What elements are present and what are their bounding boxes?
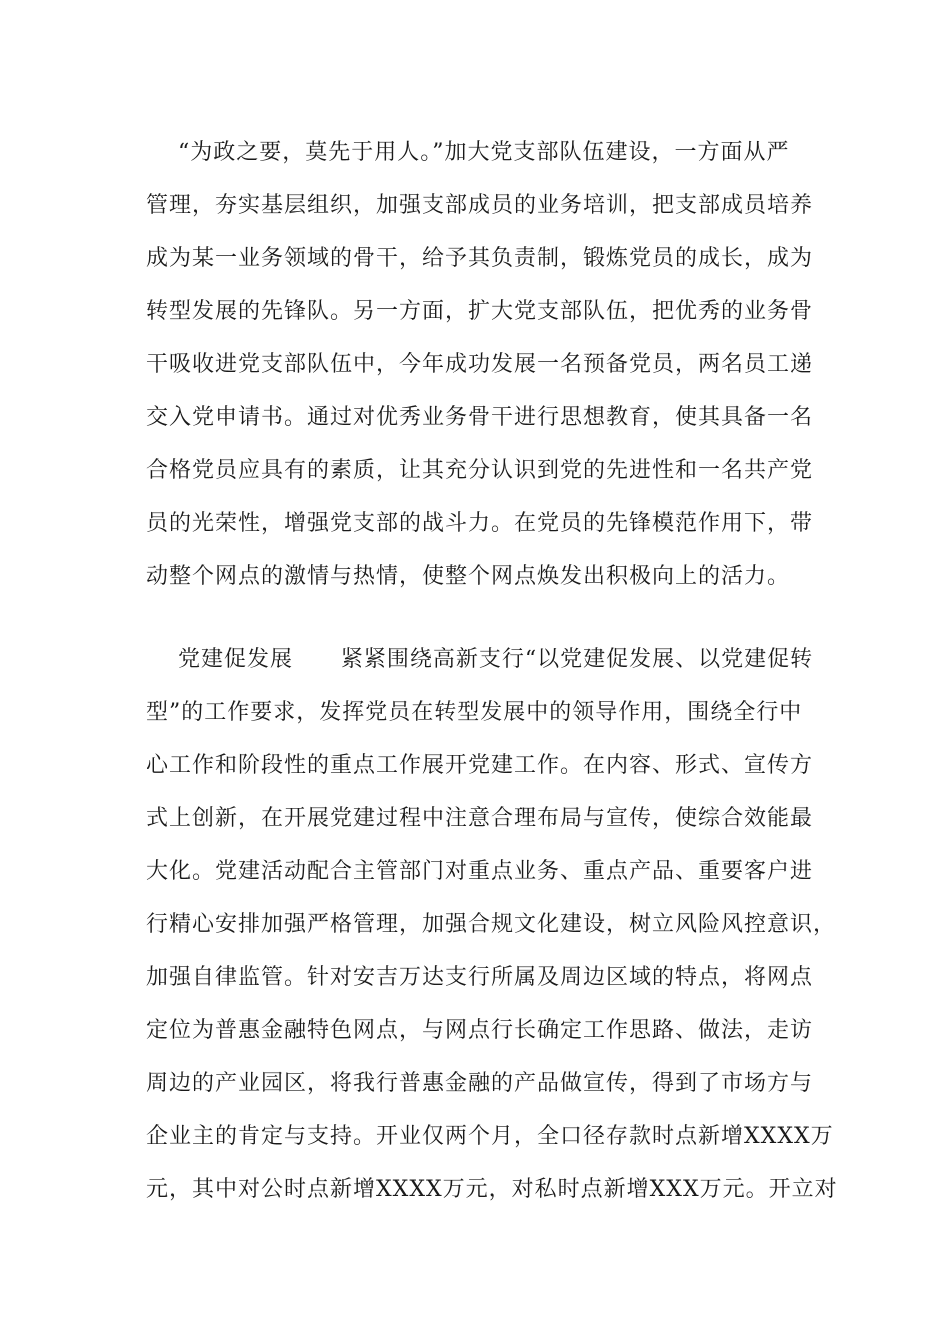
text-line: 企业主的肯定与支持。开业仅两个月，全口径存款时点新增XXXX万	[146, 1124, 834, 1149]
text-line: 定位为普惠金融特色网点，与网点行长确定工作思路、做法，走访	[146, 1018, 814, 1043]
text-line: 合格党员应具有的素质，让其充分认识到党的先进性和一名共产党	[146, 458, 814, 483]
text-line: 加强自律监管。针对安吉万达支行所属及周边区域的特点，将网点	[146, 965, 814, 990]
text-line: 式上创新，在开展党建过程中注意合理布局与宣传，使综合效能最	[146, 806, 814, 831]
text-line: 党建促发展 紧紧围绕高新支行“以党建促发展、以党建促转	[146, 647, 814, 672]
text-line: 大化。党建活动配合主管部门对重点业务、重点产品、重要客户进	[146, 859, 814, 884]
paragraph-talent	[146, 126, 814, 603]
text-line: 元，其中对公时点新增XXXX万元，对私时点新增XXX万元。开立对	[146, 1177, 838, 1202]
text-line: 周边的产业园区，将我行普惠金融的产品做宣传，得到了市场方与	[146, 1071, 814, 1096]
text-line: 员的光荣性，增强党支部的战斗力。在党员的先锋模范作用下，带	[146, 511, 814, 536]
text-line: 型”的工作要求，发挥党员在转型发展中的领导作用，围绕全行中	[146, 700, 803, 725]
text-line: 干吸收进党支部队伍中，今年成功发展一名预备党员，两名员工递	[146, 352, 814, 377]
text-line: 心工作和阶段性的重点工作展开党建工作。在内容、形式、宣传方	[146, 753, 814, 778]
text-line: 动整个网点的激情与热情，使整个网点焕发出积极向上的活力。	[146, 564, 791, 589]
text-line: 交入党申请书。通过对优秀业务骨干进行思想教育，使其具备一名	[146, 405, 814, 430]
text-line: 行精心安排加强严格管理，加强合规文化建设，树立风险风控意识，	[146, 912, 837, 937]
text-line: “为政之要，莫先于用人。”加大党支部队伍建设，一方面从严	[146, 140, 790, 165]
paragraph-party-building	[146, 633, 838, 1216]
text-line: 转型发展的先锋队。另一方面，扩大党支部队伍，把优秀的业务骨	[146, 299, 814, 324]
text-line: 管理，夯实基层组织，加强支部成员的业务培训，把支部成员培养	[146, 193, 814, 218]
text-line: 成为某一业务领域的骨干，给予其负责制，锻炼党员的成长，成为	[146, 246, 814, 271]
